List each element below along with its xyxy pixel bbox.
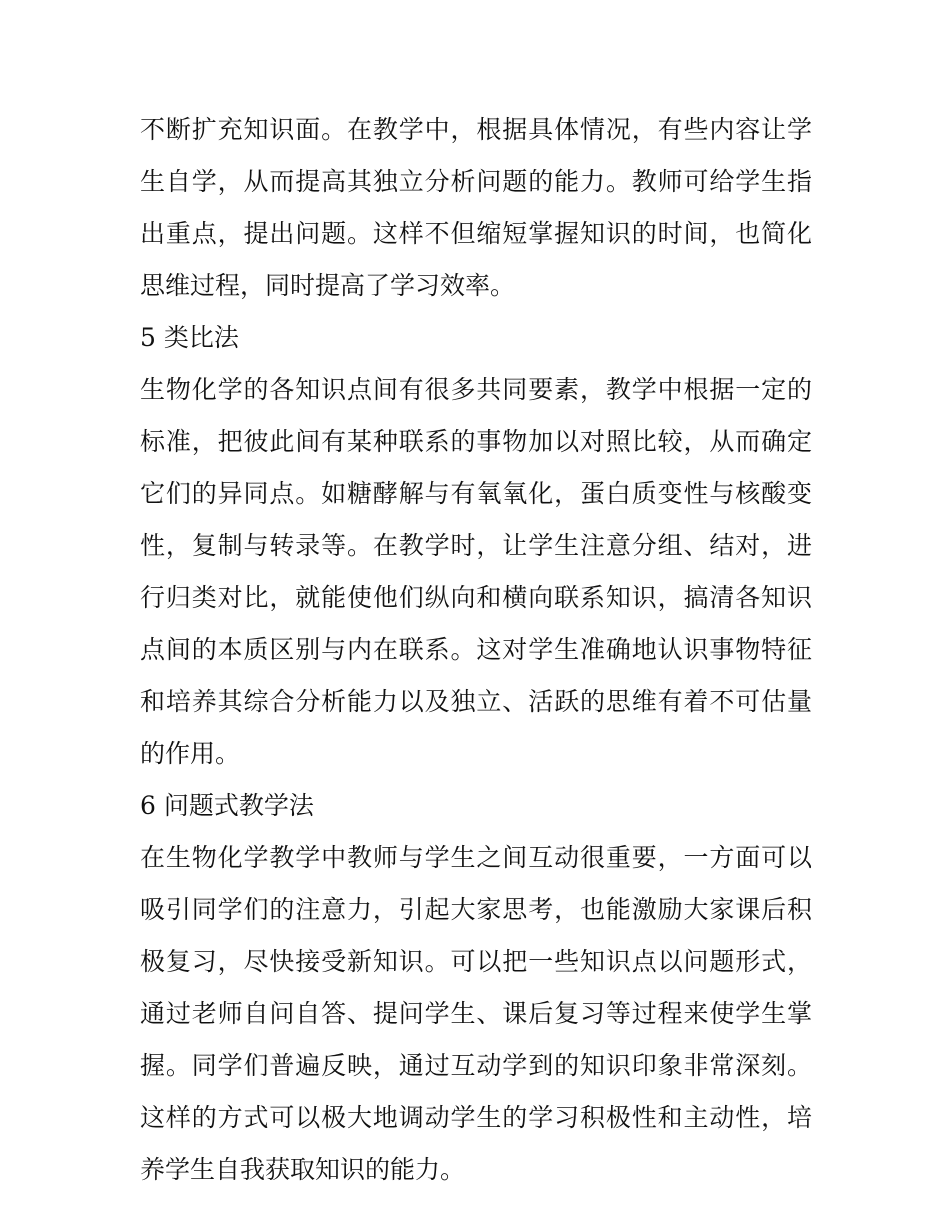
section-heading-analogy-method: 5 类比法 bbox=[140, 323, 239, 352]
paragraph-question-teaching-method: 在生物化学教学中教师与学生之间互动很重要，一方面可以吸引同学们的注意力，引起大家思考，也能激励大家课后积极复习，尽快接受新知识。可以把一些知识点以问题形式，通过老师自问自答、提问学生、课后复习等过程来使学生掌握。同学们普遍反映，通过互动学到的知识印象非常深刻。这样的方式可以极大地调动学生的学习积极性和主动性，培养学生自我获取知识的能力。 bbox=[140, 843, 812, 1184]
paragraph-analogy-method: 生物化学的各知识点间有很多共同要素，教学中根据一定的标准，把彼此间有某种联系的事物加以对照比较，从而确定它们的异同点。如糖酵解与有氧氧化，蛋白质变性与核酸变性，复制与转录等。在教学时，让学生注意分组、结对，进行归类对比，就能使他们纵向和横向联系知识，搞清各知识点间的本质区别与内在联系。这对学生准确地认识事物特征和培养其综合分析能力以及独立、活跃的思维有着不可估量的作用。 bbox=[140, 375, 812, 768]
section-heading-question-teaching-method: 6 问题式教学法 bbox=[140, 791, 314, 820]
document-body bbox=[140, 104, 812, 1196]
paragraph-continuation: 不断扩充知识面。在教学中，根据具体情况，有些内容让学生自学，从而提高其独立分析问题的能力。教师可给学生指出重点，提出问题。这样不但缩短掌握知识的时间，也简化思维过程，同时提高了学习效率。 bbox=[140, 115, 812, 300]
